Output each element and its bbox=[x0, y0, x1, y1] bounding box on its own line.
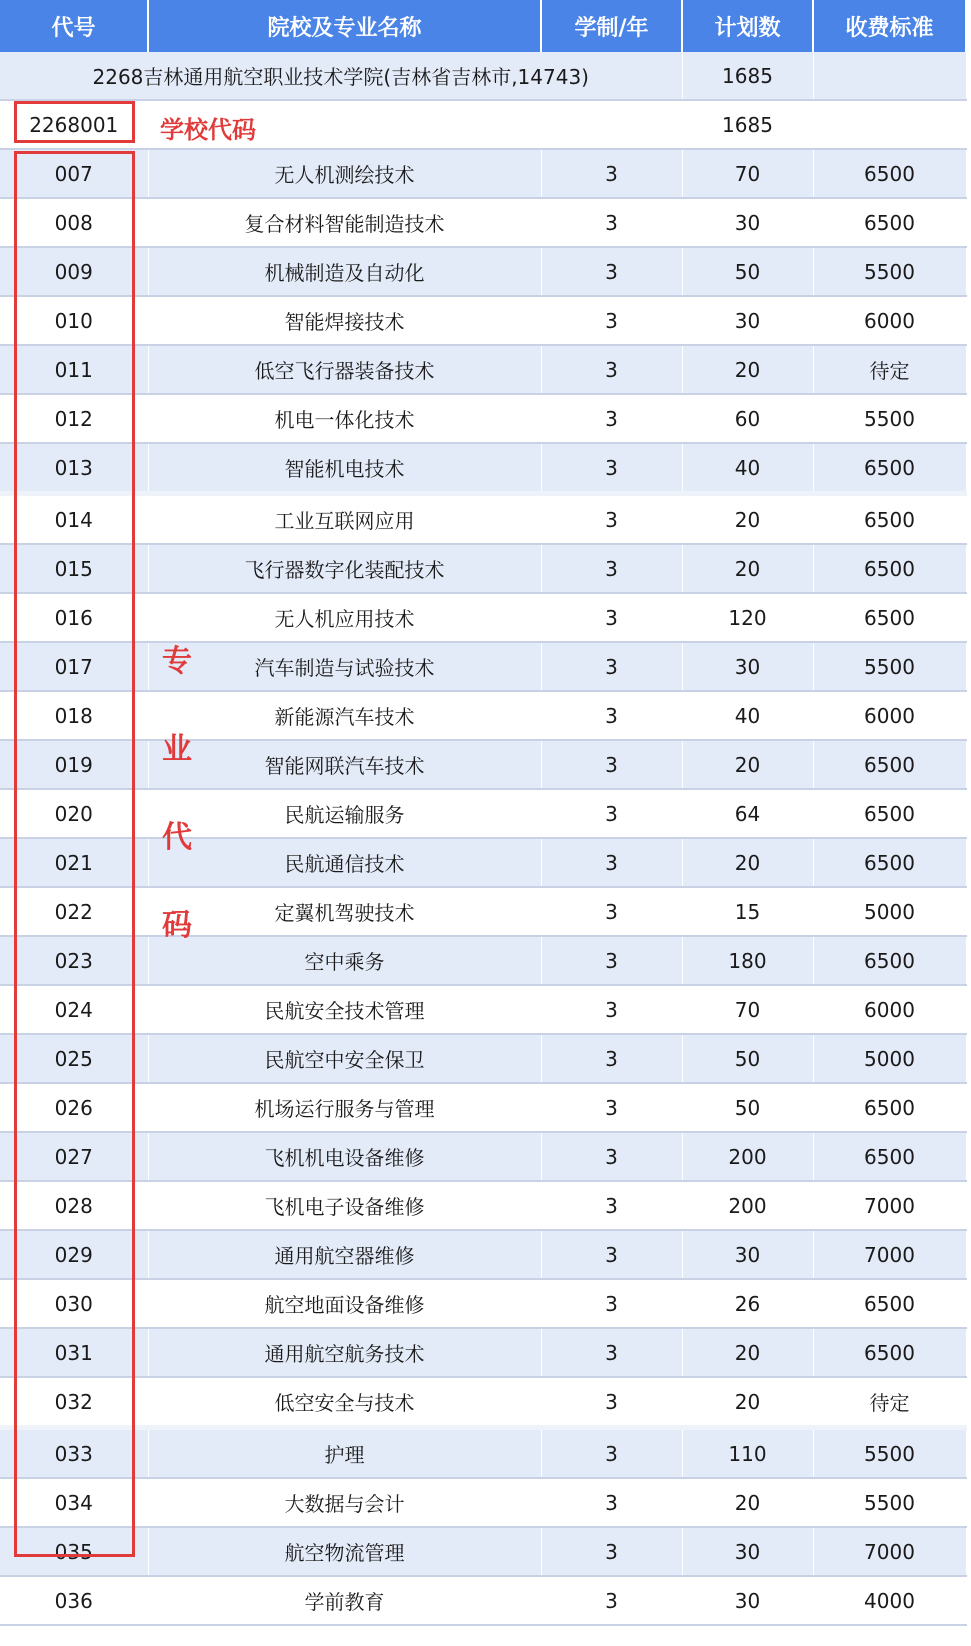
major-code: 016 bbox=[0, 593, 148, 642]
major-code: 025 bbox=[0, 1034, 148, 1083]
major-fee: 7000 bbox=[813, 1527, 966, 1576]
major-years: 3 bbox=[541, 1328, 682, 1377]
major-code-label-4: 码 bbox=[162, 908, 192, 943]
major-fee: 5500 bbox=[813, 1428, 966, 1479]
table-row bbox=[0, 838, 966, 887]
major-code: 015 bbox=[0, 544, 148, 593]
school-code-fee-cell bbox=[813, 100, 966, 149]
major-plan: 70 bbox=[682, 985, 813, 1034]
table-row bbox=[0, 544, 966, 593]
major-fee: 5500 bbox=[813, 394, 966, 443]
major-years: 3 bbox=[541, 1478, 682, 1527]
table-row bbox=[0, 198, 966, 247]
major-name: 通用航空航务技术 bbox=[148, 1328, 541, 1377]
major-fee: 5500 bbox=[813, 247, 966, 296]
major-years: 3 bbox=[541, 642, 682, 691]
major-plan: 40 bbox=[682, 691, 813, 740]
table-row bbox=[0, 789, 966, 838]
major-plan: 15 bbox=[682, 887, 813, 936]
major-code: 012 bbox=[0, 394, 148, 443]
major-name: 飞机电子设备维修 bbox=[148, 1181, 541, 1230]
major-fee: 6000 bbox=[813, 985, 966, 1034]
major-name: 无人机应用技术 bbox=[148, 593, 541, 642]
table-row bbox=[0, 936, 966, 985]
major-plan: 64 bbox=[682, 789, 813, 838]
table-row bbox=[0, 443, 966, 494]
major-name: 低空飞行器装备技术 bbox=[148, 345, 541, 394]
major-name: 大数据与会计 bbox=[148, 1478, 541, 1527]
major-years: 3 bbox=[541, 1132, 682, 1181]
header-plan: 计划数 bbox=[682, 0, 813, 52]
school-plan: 1685 bbox=[682, 52, 813, 100]
major-plan: 50 bbox=[682, 247, 813, 296]
major-years: 3 bbox=[541, 838, 682, 887]
major-fee: 6500 bbox=[813, 1083, 966, 1132]
major-fee: 6500 bbox=[813, 494, 966, 545]
major-code: 019 bbox=[0, 740, 148, 789]
major-plan: 30 bbox=[682, 1527, 813, 1576]
major-fee: 6500 bbox=[813, 936, 966, 985]
major-name: 无人机测绘技术 bbox=[148, 149, 541, 198]
major-code-label-3: 代 bbox=[162, 820, 192, 855]
major-code: 013 bbox=[0, 443, 148, 494]
major-years: 3 bbox=[541, 247, 682, 296]
major-code: 018 bbox=[0, 691, 148, 740]
major-years: 3 bbox=[541, 1083, 682, 1132]
major-years: 3 bbox=[541, 1576, 682, 1625]
major-fee: 4000 bbox=[813, 1576, 966, 1625]
major-code: 029 bbox=[0, 1230, 148, 1279]
major-name: 汽车制造与试验技术 bbox=[148, 642, 541, 691]
table-row bbox=[0, 1428, 966, 1479]
table-row bbox=[0, 1328, 966, 1377]
major-plan: 20 bbox=[682, 1328, 813, 1377]
header-years: 学制/年 bbox=[541, 0, 682, 52]
major-plan: 110 bbox=[682, 1428, 813, 1479]
major-name: 智能机电技术 bbox=[148, 443, 541, 494]
school-fee bbox=[813, 52, 966, 100]
header-name: 院校及专业名称 bbox=[148, 0, 541, 52]
major-name: 定翼机驾驶技术 bbox=[148, 887, 541, 936]
major-code: 020 bbox=[0, 789, 148, 838]
major-code: 010 bbox=[0, 296, 148, 345]
major-name: 智能焊接技术 bbox=[148, 296, 541, 345]
major-code: 031 bbox=[0, 1328, 148, 1377]
school-code: 2268001 bbox=[0, 100, 148, 149]
major-plan: 20 bbox=[682, 740, 813, 789]
table-row bbox=[0, 1527, 966, 1576]
table-row bbox=[0, 1083, 966, 1132]
table-row bbox=[0, 1132, 966, 1181]
header-code: 代号 bbox=[0, 0, 148, 52]
major-code: 027 bbox=[0, 1132, 148, 1181]
major-fee: 6500 bbox=[813, 544, 966, 593]
major-years: 3 bbox=[541, 494, 682, 545]
table-row bbox=[0, 296, 966, 345]
major-plan: 20 bbox=[682, 1377, 813, 1428]
major-fee: 6500 bbox=[813, 593, 966, 642]
school-row bbox=[0, 52, 966, 100]
major-fee: 6000 bbox=[813, 296, 966, 345]
major-years: 3 bbox=[541, 740, 682, 789]
major-years: 3 bbox=[541, 1181, 682, 1230]
school-code-row bbox=[0, 100, 966, 149]
major-code: 030 bbox=[0, 1279, 148, 1328]
major-plan: 30 bbox=[682, 296, 813, 345]
major-years: 3 bbox=[541, 936, 682, 985]
major-name: 复合材料智能制造技术 bbox=[148, 198, 541, 247]
table-row bbox=[0, 887, 966, 936]
major-plan: 50 bbox=[682, 1083, 813, 1132]
table-row bbox=[0, 1230, 966, 1279]
major-years: 3 bbox=[541, 394, 682, 443]
major-plan: 60 bbox=[682, 394, 813, 443]
major-name: 航空物流管理 bbox=[148, 1527, 541, 1576]
major-code: 009 bbox=[0, 247, 148, 296]
major-years: 3 bbox=[541, 691, 682, 740]
major-code-label-1: 专 bbox=[162, 644, 192, 679]
major-fee: 6500 bbox=[813, 198, 966, 247]
major-name: 机场运行服务与管理 bbox=[148, 1083, 541, 1132]
header-fee: 收费标准 bbox=[813, 0, 966, 52]
major-name: 空中乘务 bbox=[148, 936, 541, 985]
major-years: 3 bbox=[541, 1034, 682, 1083]
major-code: 024 bbox=[0, 985, 148, 1034]
major-name: 民航运输服务 bbox=[148, 789, 541, 838]
school-name: 2268吉林通用航空职业技术学院(吉林省吉林市,14743) bbox=[0, 52, 682, 100]
major-name: 民航空中安全保卫 bbox=[148, 1034, 541, 1083]
major-fee: 6500 bbox=[813, 838, 966, 887]
header-row bbox=[0, 0, 966, 52]
major-years: 3 bbox=[541, 887, 682, 936]
major-years: 3 bbox=[541, 198, 682, 247]
major-years: 3 bbox=[541, 593, 682, 642]
major-name: 机电一体化技术 bbox=[148, 394, 541, 443]
major-plan: 180 bbox=[682, 936, 813, 985]
major-fee: 5000 bbox=[813, 887, 966, 936]
table-row bbox=[0, 1279, 966, 1328]
major-fee: 5500 bbox=[813, 642, 966, 691]
major-years: 3 bbox=[541, 1377, 682, 1428]
major-plan: 120 bbox=[682, 593, 813, 642]
table-row bbox=[0, 593, 966, 642]
major-code: 022 bbox=[0, 887, 148, 936]
major-code: 023 bbox=[0, 936, 148, 985]
major-code: 026 bbox=[0, 1083, 148, 1132]
table-row bbox=[0, 345, 966, 394]
major-fee: 6500 bbox=[813, 1132, 966, 1181]
major-fee: 5000 bbox=[813, 1034, 966, 1083]
major-plan: 20 bbox=[682, 544, 813, 593]
major-years: 3 bbox=[541, 1428, 682, 1479]
major-code: 008 bbox=[0, 198, 148, 247]
major-plan: 20 bbox=[682, 345, 813, 394]
major-years: 3 bbox=[541, 345, 682, 394]
school-code-plan: 1685 bbox=[682, 100, 813, 149]
major-code-highlight bbox=[14, 151, 135, 1557]
major-years: 3 bbox=[541, 1230, 682, 1279]
major-code: 017 bbox=[0, 642, 148, 691]
major-name: 新能源汽车技术 bbox=[148, 691, 541, 740]
major-fee: 5500 bbox=[813, 1478, 966, 1527]
major-code: 033 bbox=[0, 1428, 148, 1479]
table-row bbox=[0, 1377, 966, 1428]
major-plan: 50 bbox=[682, 1034, 813, 1083]
table-row bbox=[0, 1576, 966, 1625]
major-years: 3 bbox=[541, 1527, 682, 1576]
major-code: 011 bbox=[0, 345, 148, 394]
school-code-years-cell bbox=[541, 100, 682, 149]
major-plan: 200 bbox=[682, 1181, 813, 1230]
major-years: 3 bbox=[541, 1279, 682, 1328]
major-fee: 6500 bbox=[813, 149, 966, 198]
major-fee: 7000 bbox=[813, 1181, 966, 1230]
major-code: 034 bbox=[0, 1478, 148, 1527]
major-name: 低空安全与技术 bbox=[148, 1377, 541, 1428]
major-name: 机械制造及自动化 bbox=[148, 247, 541, 296]
major-fee: 6500 bbox=[813, 1279, 966, 1328]
major-name: 学前教育 bbox=[148, 1576, 541, 1625]
major-name: 民航通信技术 bbox=[148, 838, 541, 887]
major-plan: 200 bbox=[682, 1132, 813, 1181]
major-name: 航空地面设备维修 bbox=[148, 1279, 541, 1328]
major-code: 032 bbox=[0, 1377, 148, 1428]
table-row bbox=[0, 394, 966, 443]
table-row bbox=[0, 642, 966, 691]
major-name: 通用航空器维修 bbox=[148, 1230, 541, 1279]
table-row bbox=[0, 691, 966, 740]
major-fee: 6000 bbox=[813, 691, 966, 740]
table-row bbox=[0, 1478, 966, 1527]
major-fee: 7000 bbox=[813, 1230, 966, 1279]
major-fee: 待定 bbox=[813, 345, 966, 394]
major-plan: 30 bbox=[682, 1576, 813, 1625]
table-row bbox=[0, 740, 966, 789]
table-row bbox=[0, 247, 966, 296]
major-plan: 30 bbox=[682, 198, 813, 247]
major-plan: 30 bbox=[682, 642, 813, 691]
major-fee: 6500 bbox=[813, 789, 966, 838]
major-plan: 26 bbox=[682, 1279, 813, 1328]
major-plan: 70 bbox=[682, 149, 813, 198]
major-years: 3 bbox=[541, 149, 682, 198]
major-code: 035 bbox=[0, 1527, 148, 1576]
table-row bbox=[0, 149, 966, 198]
major-code: 036 bbox=[0, 1576, 148, 1625]
major-fee: 6500 bbox=[813, 740, 966, 789]
major-fee: 待定 bbox=[813, 1377, 966, 1428]
major-code: 021 bbox=[0, 838, 148, 887]
major-years: 3 bbox=[541, 789, 682, 838]
table-row bbox=[0, 1034, 966, 1083]
table-row bbox=[0, 985, 966, 1034]
major-fee: 6500 bbox=[813, 443, 966, 494]
school-code-label: 学校代码 bbox=[160, 116, 256, 144]
major-years: 3 bbox=[541, 443, 682, 494]
school-code-highlight bbox=[14, 101, 135, 143]
major-name: 护理 bbox=[148, 1428, 541, 1479]
major-code: 014 bbox=[0, 494, 148, 545]
major-plan: 20 bbox=[682, 1478, 813, 1527]
major-name: 工业互联网应用 bbox=[148, 494, 541, 545]
major-plan: 20 bbox=[682, 494, 813, 545]
major-plan: 30 bbox=[682, 1230, 813, 1279]
table-row bbox=[0, 1181, 966, 1230]
major-name: 民航安全技术管理 bbox=[148, 985, 541, 1034]
major-plan: 40 bbox=[682, 443, 813, 494]
major-years: 3 bbox=[541, 544, 682, 593]
major-name: 飞行器数字化装配技术 bbox=[148, 544, 541, 593]
major-code: 007 bbox=[0, 149, 148, 198]
major-fee: 6500 bbox=[813, 1328, 966, 1377]
major-code-label-2: 业 bbox=[162, 732, 192, 767]
major-years: 3 bbox=[541, 296, 682, 345]
major-code: 028 bbox=[0, 1181, 148, 1230]
major-plan: 20 bbox=[682, 838, 813, 887]
table-row bbox=[0, 494, 966, 545]
major-name: 智能网联汽车技术 bbox=[148, 740, 541, 789]
major-years: 3 bbox=[541, 985, 682, 1034]
major-name: 飞机机电设备维修 bbox=[148, 1132, 541, 1181]
